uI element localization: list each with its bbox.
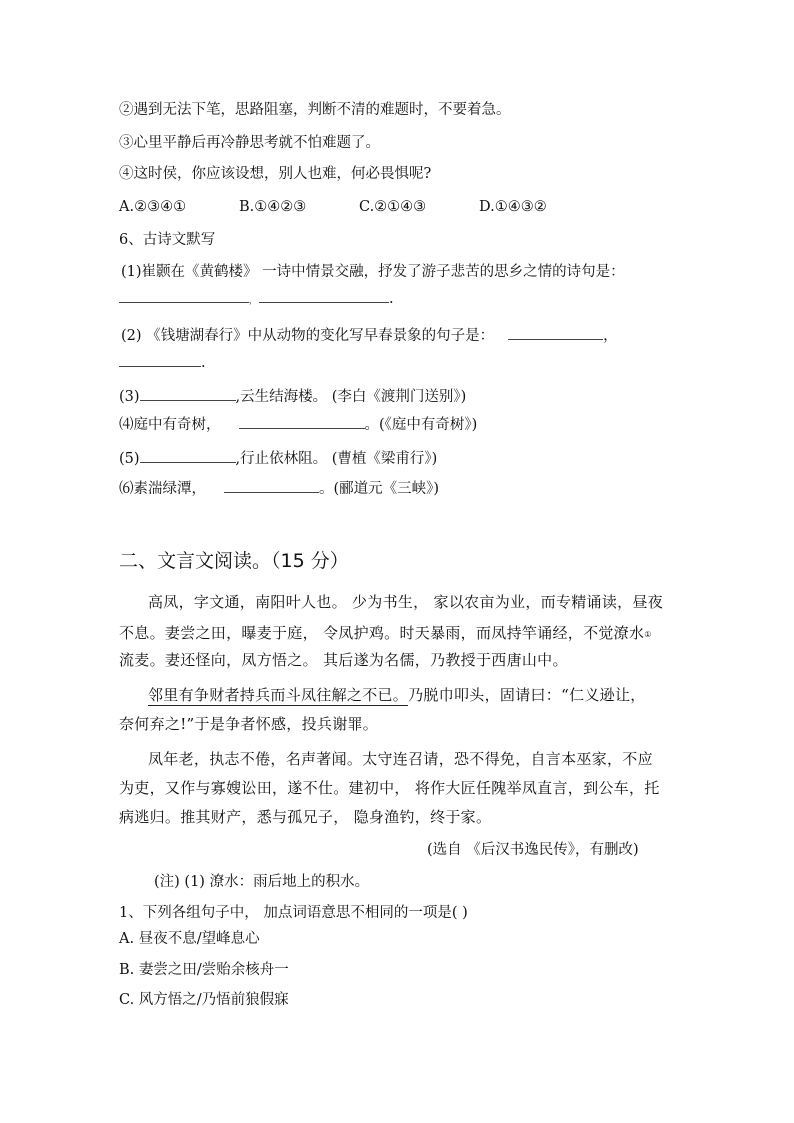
footnote-mark: ① (644, 630, 652, 639)
passage-p2-line1 (148, 685, 646, 705)
passage-p2-line1-rest: 乃脱巾叩头，固请曰：“仁义逊让， (408, 686, 646, 704)
passage-p2-line2: 奈何弃之!”于是争者怀感，投兵谢罪。 (119, 715, 379, 733)
q6-item-1-blanks (119, 288, 394, 311)
q5-option-a: A.②③④① (119, 199, 187, 215)
q6-item-2 (121, 325, 618, 346)
passage-p1-line2-text: 不息。妻尝之田，曝麦于庭， 令凤护鸡。时天暴雨，而凤持竿诵经，不觉潦水 (119, 624, 645, 642)
q6-item-5-text: ,行止依林阻。 (曹植《梁甫行》) (235, 451, 438, 467)
q6-item-6-pre: ⑹素湍绿潭， (119, 481, 206, 497)
q6-item-5-num: (5) (119, 451, 140, 467)
q6-item-5 (119, 448, 437, 469)
q5-option-b: B.①④②③ (239, 199, 307, 215)
q6-item-1: (1)崔颢在《黄鹤楼》 一诗中情景交融，抒发了游子悲苦的思乡之情的诗句是： (121, 264, 625, 280)
q5-statement-2: ②遇到无法下笔，思路阻塞，判断不清的难题时，不要着急。 (119, 102, 511, 118)
passage-p1-line1: 高凤，字文通，南阳叶人也。 少为书生， 家以农亩为业，而专精诵读，昼夜 (148, 593, 664, 611)
q6-title: 6、古诗文默写 (119, 232, 216, 248)
q5-option-c: C.②①④③ (359, 199, 427, 215)
passage-p1-line3: 流麦。妻还怪向，凤方悟之。 其后遂为名儒，乃教授于西唐山中。 (119, 651, 568, 669)
passage-p1-line2 (119, 623, 652, 645)
q1-option-b: B. 妻尝之田/尝贻余核舟一 (119, 962, 289, 978)
q6-item-4 (119, 414, 477, 435)
separator: ， (249, 296, 257, 305)
blank[interactable] (239, 414, 365, 429)
blank[interactable] (508, 325, 603, 340)
q6-item-4-post: 。(《庭中有奇树》) (364, 417, 478, 433)
q5-options (119, 197, 547, 217)
blank[interactable] (140, 448, 236, 463)
q5-statement-3: ③心里平静后再冷静思考就不怕难题了。 (119, 135, 380, 151)
q1-option-c: C. 风方悟之/乃悟前狼假寐 (119, 992, 289, 1008)
q6-item-2-blank2 (119, 352, 206, 373)
q6-item-3 (119, 386, 466, 407)
blank[interactable] (224, 478, 319, 493)
q1-stem: 1、下列各组句子中， 加点词语意思不相同的一项是( ) (119, 905, 468, 921)
passage-p3-line2: 为吏，又作与寡嫂讼田，遂不仕。建初中， 将作大匠任隗举凤直言，到公车，托 (119, 779, 660, 797)
q6-item-6-post: 。(郦道元《三峡》) (319, 481, 440, 497)
q1-option-a: A. 昼夜不息/望峰息心 (119, 931, 260, 947)
blank[interactable] (119, 352, 201, 367)
blank[interactable] (259, 288, 389, 303)
underlined-sentence: 邻里有争财者持兵而斗凤往解之不已。 (148, 686, 409, 704)
section-2-heading: 二、文言文阅读。（15 分） (119, 550, 349, 572)
comma: ， (603, 328, 618, 344)
passage-source: (选自 《后汉书逸民传》，有删改) (427, 842, 639, 858)
passage-note: (注) (1) 潦水：雨后地上的积水。 (154, 874, 370, 890)
q6-item-3-text: ,云生结海楼。 (李白《渡荆门送别》) (235, 389, 467, 405)
blank[interactable] (119, 288, 249, 303)
passage-p3-line3: 病逃归。推其财产，悉与孤兄子， 隐身渔钓，终于家。 (119, 808, 492, 826)
q6-item-3-num: (3) (119, 389, 140, 405)
q5-option-d: D.①④③② (479, 199, 547, 215)
blank[interactable] (140, 386, 236, 401)
q6-item-2-text: (2) 《钱塘湖春行》中从动物的变化写早春景象的句子是： (121, 328, 495, 344)
period: . (201, 355, 206, 371)
q5-statement-4: ④这时侯，你应该设想，别人也难，何必畏惧呢? (119, 166, 432, 182)
q6-item-6 (119, 478, 439, 499)
period: . (389, 291, 394, 307)
q6-item-4-pre: ⑷庭中有奇树， (119, 417, 221, 433)
passage-p3-line1: 凤年老，执志不倦，名声著闻。太守连召请，恐不得免，自言本巫家，不应 (148, 750, 653, 768)
